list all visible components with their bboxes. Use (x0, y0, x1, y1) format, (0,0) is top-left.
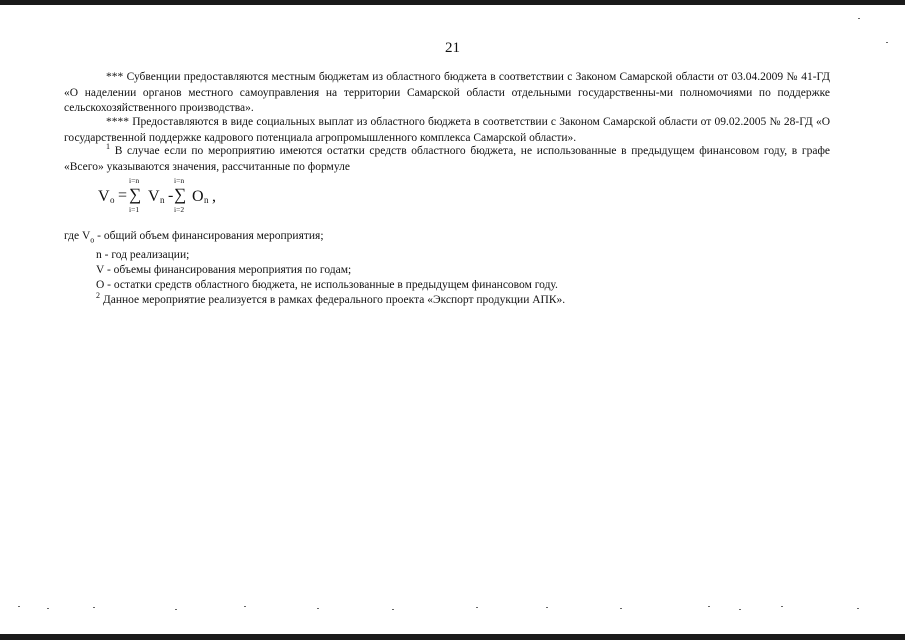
scan-speck (317, 608, 319, 609)
formula-lhs: V (98, 188, 110, 205)
legend-text: - общий объем финансирования мероприятия; (94, 230, 324, 242)
scan-speck (18, 606, 20, 607)
legend-line-v: V - объемы финансирования мероприятия по годам; (96, 263, 352, 276)
scan-speck (886, 42, 888, 43)
scan-speck (244, 606, 246, 607)
footnote-text: Данное мероприятие реализуется в рамках федерального проекта «Экспорт продукции АПК». (100, 294, 566, 307)
formula-minus: - (168, 187, 174, 204)
scan-speck (175, 609, 177, 610)
formula-term1: V (148, 188, 160, 205)
legend-line-vo (64, 229, 565, 248)
scan-speck (857, 608, 859, 609)
scan-speck (708, 606, 710, 607)
formula-lhs-sub: o (110, 195, 115, 205)
footnote-text: Предоставляются в виде социальных выплат из областного бюджета в соответствии с Законом Самарской области от 09.02.2005 № 28-ГД «О государственной поддержке кадрового потенциала агропромышленного комплекса Самарской области». (64, 116, 830, 144)
formula-legend (64, 229, 565, 309)
scan-speck (739, 609, 741, 610)
page-number: 21 (445, 40, 460, 56)
formula-equals: = (118, 187, 128, 204)
scan-speck (392, 609, 394, 610)
sum1-symbol: ∑ (129, 185, 142, 204)
footnote-mark: **** (106, 116, 129, 128)
footnote-social-payments (64, 115, 830, 146)
formula-term2: O (192, 188, 204, 205)
formula (98, 176, 298, 216)
formula-term2-sub: n (204, 195, 209, 205)
footnote-mark: *** (106, 71, 124, 83)
legend-line-n: n - год реализации; (96, 248, 190, 261)
scan-bottom-border (0, 634, 905, 640)
sum2-lower-limit: i=2 (174, 205, 185, 214)
footnote-number: 2 (96, 291, 100, 301)
sum1-lower-limit: i=1 (129, 205, 140, 214)
footnote-1 (64, 144, 830, 175)
footnote-text: В случае если по мероприятию имеются остатки средств областного бюджета, не использованные в предыдущем финансовом году, в графе «Всего» указываются значения, рассчитанные по формуле (64, 145, 831, 173)
scan-speck (620, 608, 622, 609)
scan-speck (858, 18, 860, 19)
scan-speck (47, 608, 49, 609)
scan-speck (781, 606, 783, 607)
legend-sub: o (90, 235, 95, 245)
legend-line-o: О - остатки средств областного бюджета, не использованные в предыдущем финансовом году. (96, 279, 558, 292)
legend-prefix: где V (64, 230, 91, 242)
scan-speck (476, 607, 478, 608)
scan-speck (93, 607, 95, 608)
footnote-number: 1 (106, 142, 110, 151)
scan-speck (546, 607, 548, 608)
sum2-symbol: ∑ (174, 185, 187, 204)
footnote-subventions (64, 70, 830, 117)
formula-tail: , (212, 188, 216, 205)
sum2-upper-limit: i=n (174, 176, 185, 185)
sum1-upper-limit: i=n (129, 176, 140, 185)
scan-top-border (0, 0, 905, 5)
footnote-text: Субвенции предоставляются местным бюджетам из областного бюджета в соответствии с Законом Самарской области от 03.04.2009 № 41-ГД «О наделении органов местного самоуправления на территории Самарской области отдельными государственны-ми полномочиями по поддержке сельскохозяйственного производства». (64, 71, 831, 114)
formula-term1-sub: n (160, 195, 165, 205)
footnote-2 (64, 293, 565, 308)
